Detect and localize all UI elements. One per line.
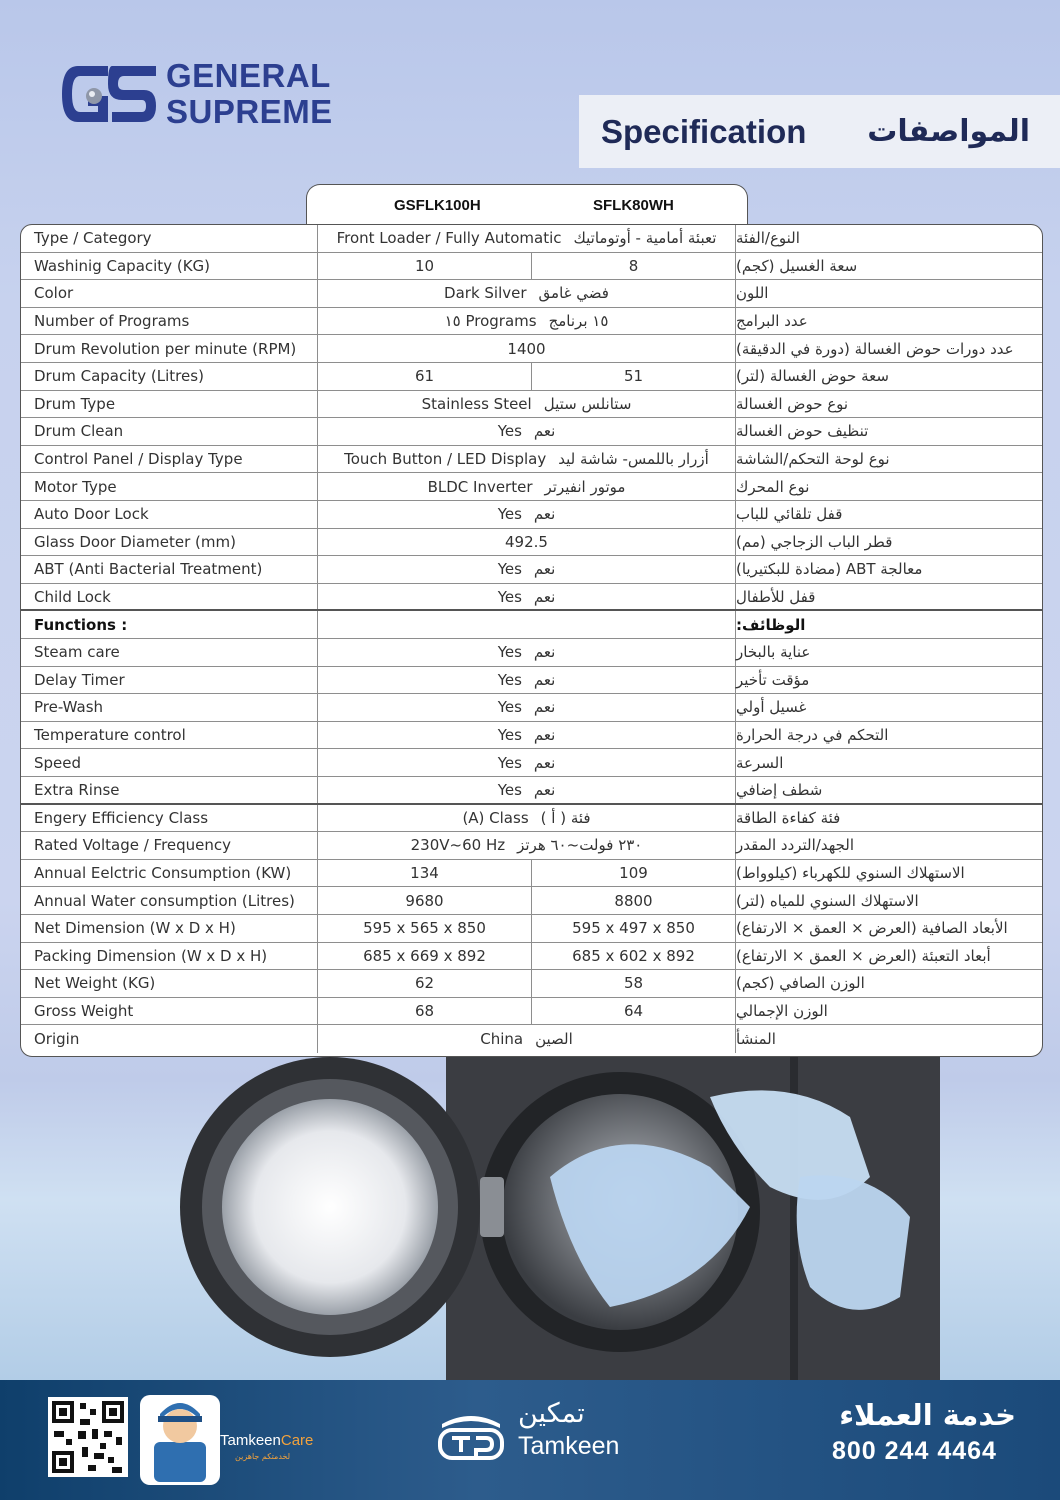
spec-value-en: 492.5 [505,532,548,551]
spec-label-en: Color [21,280,318,307]
spec-value [318,556,736,583]
spec-value [318,584,736,610]
spec-row [21,860,1042,888]
spec-label-ar: المنشأ [736,1030,776,1049]
spec-label-ar: الاستهلاك السنوي للمياه (لتر) [736,891,919,910]
spec-label-ar: التحكم في درجة الحرارة [736,726,889,745]
spec-value [318,446,736,473]
spec-value-ar: فضي غامق [538,284,609,303]
tamkeen-logo-icon [436,1406,506,1462]
spec-value-ar: ٢٣٠ فولت~٦٠ هرتز [517,836,643,855]
spec-label-en: Engery Efficiency Class [21,805,318,832]
spec-label-ar: سعة حوض الغسالة (لتر) [736,367,889,386]
spec-row [21,308,1042,336]
specification-banner [579,95,1060,168]
spec-row [21,749,1042,777]
spec-label-ar: عناية بالبخار [736,643,811,662]
care-tagline: لخدمتكم جاهزين [235,1452,291,1461]
care-brand: Tamkeen [220,1432,281,1449]
spec-label-ar: الوزن الإجمالي [736,1002,828,1021]
spec-label-ar: سعة الغسيل (كجم) [736,256,858,275]
spec-label-en: Drum Revolution per minute (RPM) [21,335,318,362]
spec-label-ar: فئة كفاءة الطاقة [736,808,841,827]
spec-row [21,253,1042,281]
title-ar: المواصفات [867,114,1030,149]
qr-code-icon[interactable] [48,1397,128,1477]
spec-value [318,805,736,832]
spec-value-en: Touch Button / LED Display [344,450,547,469]
spec-value-en: 1400 [507,339,546,358]
spec-value-en: Yes [497,753,522,772]
spec-label-en: Rated Voltage / Frequency [21,832,318,859]
spec-value [318,667,736,694]
customer-service-phone[interactable]: 800 244 4464 [832,1437,997,1465]
spec-label-en: Packing Dimension (W x D x H) [21,943,318,970]
spec-value-en: Yes [497,780,522,799]
spec-value [318,473,736,500]
spec-value-en: Yes [497,643,522,662]
spec-value-ar: ستانلس ستيل [543,394,632,413]
spec-value-model-2: 64 [532,998,736,1025]
spec-row [21,446,1042,474]
brand-logo [58,58,358,138]
spec-value-en: Yes [497,670,522,689]
title-en: Specification [601,112,807,150]
spec-row [21,998,1042,1026]
spec-value-model-1: 134 [318,860,532,887]
spec-value [318,335,736,362]
spec-value [318,722,736,749]
spec-value-en: Front Loader / Fully Automatic [336,229,562,248]
spec-value-en: Dark Silver [444,284,527,303]
spec-value-ar: ١٥ برنامج [548,312,609,331]
spec-table [20,224,1043,1057]
spec-label-ar: الوظائف: [736,615,806,634]
spec-label-ar: مؤقت تأخير [736,670,810,689]
spec-value [318,418,736,445]
spec-row [21,280,1042,308]
spec-label-en: Drum Clean [21,418,318,445]
spec-row [21,970,1042,998]
spec-value-ar: أزرار باللمس- شاشة ليد [558,450,709,469]
spec-value-en: ١٥ Programs [444,312,537,331]
spec-value-model-1: 62 [318,970,532,997]
spec-label-en: Child Lock [21,584,318,610]
spec-value-en: Yes [497,505,522,524]
spec-label-ar: السرعة [736,753,784,772]
spec-value-ar: نعم [533,560,556,579]
spec-value [318,832,736,859]
spec-label-ar: شطف إضافي [736,780,823,799]
spec-row [21,473,1042,501]
spec-value-model-2: 685 x 602 x 892 [532,943,736,970]
spec-value-ar: الصين [535,1030,573,1049]
spec-label-en: Motor Type [21,473,318,500]
tamkeen-name-ar: تمكين [518,1398,585,1429]
spec-row [21,887,1042,915]
spec-value [318,694,736,721]
spec-label-ar: تنظيف حوض الغسالة [736,422,869,441]
washing-machine-image [150,1057,940,1382]
spec-label-ar: الأبعاد الصافية (العرض × العمق × الارتفاع) [736,919,1008,938]
spec-label-en: Washinig Capacity (KG) [21,253,318,280]
spec-label-ar: الوزن الصافي (كجم) [736,974,865,993]
spec-label-ar: قطر الباب الزجاجي (مم) [736,532,893,551]
spec-row [21,529,1042,557]
spec-label-en: Number of Programs [21,308,318,335]
spec-label-en: Annual Water consumption (Litres) [21,887,318,914]
spec-label-ar: قفل تلقائي للباب [736,505,843,524]
spec-value-model-2: 109 [532,860,736,887]
spec-label-ar: نوع المحرك [736,477,810,496]
spec-label-ar: الجهد/التردد المقدر [736,836,855,855]
spec-label-en: Annual Eelctric Consumption (KW) [21,860,318,887]
spec-label-ar: عدد دورات حوض الغسالة (دورة في الدقيقة) [736,339,1014,358]
spec-value-model-1: 61 [318,363,532,390]
spec-value [318,639,736,666]
spec-label-en: Net Weight (KG) [21,970,318,997]
spec-value-ar: موتور انفيرتر [544,477,626,496]
spec-label-en: Speed [21,749,318,776]
spec-label-ar: النوع/الفئة [736,229,800,248]
spec-row [21,832,1042,860]
spec-label-en: Pre-Wash [21,694,318,721]
care-brand-accent: Care [280,1432,314,1449]
spec-value-ar: نعم [533,670,556,689]
spec-label-ar: قفل للأطفال [736,587,816,606]
spec-row [21,501,1042,529]
spec-row [21,722,1042,750]
spec-value [318,225,736,252]
gs-logo-icon [58,62,158,126]
spec-value-model-2: 51 [532,363,736,390]
technician-mascot-icon [140,1390,220,1485]
spec-label-ar: عدد البرامج [736,312,808,331]
spec-value [318,1025,736,1053]
spec-row [21,694,1042,722]
spec-label-en: Extra Rinse [21,777,318,803]
spec-value-en: Yes [497,698,522,717]
spec-label-ar: معالجة ABT (مضادة للبكتيريا) [736,560,923,579]
spec-value [318,749,736,776]
spec-value-model-1: 685 x 669 x 892 [318,943,532,970]
spec-value [318,777,736,803]
spec-value [318,391,736,418]
spec-label-en: Drum Type [21,391,318,418]
spec-row [21,639,1042,667]
spec-row [21,418,1042,446]
spec-row [21,943,1042,971]
spec-label-en: Net Dimension (W x D x H) [21,915,318,942]
spec-row [21,805,1042,833]
spec-value [318,529,736,556]
spec-value-ar: فئة ( أ ) [540,808,591,827]
spec-value-en: Stainless Steel [421,394,532,413]
spec-row [21,611,1042,639]
spec-label-en: Glass Door Diameter (mm) [21,529,318,556]
tamkeen-name-en: Tamkeen [518,1432,620,1460]
spec-value-en: Yes [497,726,522,745]
spec-label-en: Origin [21,1025,318,1053]
spec-label-en: Drum Capacity (Litres) [21,363,318,390]
spec-label-ar: الاستهلاك السنوي للكهرباء (كيلوواط) [736,864,965,883]
spec-value-ar: نعم [533,698,556,717]
spec-row [21,1025,1042,1053]
spec-value-ar: نعم [533,422,556,441]
spec-value [318,280,736,307]
spec-value-en: BLDC Inverter [427,477,533,496]
spec-value-ar: نعم [533,753,556,772]
spec-row [21,667,1042,695]
spec-value-en: Yes [497,587,522,606]
spec-value-en: (A) Class [462,808,529,827]
spec-label-ar: أبعاد التعبئة (العرض × العمق × الارتفاع) [736,946,991,965]
spec-value [318,501,736,528]
spec-value-model-1: 9680 [318,887,532,914]
spec-label-en: Auto Door Lock [21,501,318,528]
spec-label-en: Control Panel / Display Type [21,446,318,473]
spec-value-en: Yes [497,422,522,441]
spec-value-en: China [480,1030,524,1049]
spec-value-model-1: 595 x 565 x 850 [318,915,532,942]
spec-label-en: Delay Timer [21,667,318,694]
spec-value-model-2: 8 [532,253,736,280]
spec-value-model-1: 68 [318,998,532,1025]
spec-value-ar: نعم [533,780,556,799]
spec-value-ar: تعبئة أمامية - أوتوماتيك [573,229,717,248]
spec-label-ar: غسيل أولي [736,698,807,717]
spec-value-ar: نعم [533,726,556,745]
spec-label-ar: نوع لوحة التحكم/الشاشة [736,450,890,469]
model-2: SFLK80WH [593,197,674,214]
brand-line-2: SUPREME [166,93,333,130]
spec-row [21,363,1042,391]
spec-row [21,335,1042,363]
model-header [306,184,748,225]
brand-line-1: GENERAL [166,57,331,94]
spec-row [21,584,1042,612]
spec-label-en: Steam care [21,639,318,666]
spec-label-en: Type / Category [21,225,318,252]
spec-value-ar: نعم [533,643,556,662]
footer [0,1380,1060,1500]
spec-value [318,308,736,335]
spec-value-model-1: 10 [318,253,532,280]
spec-label-en: ABT (Anti Bacterial Treatment) [21,556,318,583]
spec-row [21,225,1042,253]
spec-value-en: Yes [497,560,522,579]
brand-name [166,58,333,130]
spec-value-ar: نعم [533,505,556,524]
spec-label-ar: نوع حوض الغسالة [736,394,849,413]
spec-label-en: Functions : [21,611,318,638]
spec-label-en: Gross Weight [21,998,318,1025]
spec-value [318,611,736,638]
spec-label-en: Temperature control [21,722,318,749]
spec-value-model-2: 595 x 497 x 850 [532,915,736,942]
spec-value-model-2: 8800 [532,887,736,914]
spec-row [21,556,1042,584]
spec-row [21,777,1042,805]
spec-label-ar: اللون [736,284,769,303]
spec-value-model-2: 58 [532,970,736,997]
spec-row [21,915,1042,943]
customer-service-label: خدمة العملاء [839,1398,1016,1432]
model-1: GSFLK100H [394,197,481,214]
spec-value-ar: نعم [533,587,556,606]
tamkeen-care-brand [220,1432,313,1449]
spec-value-en: 230V~60 Hz [410,836,506,855]
spec-row [21,391,1042,419]
